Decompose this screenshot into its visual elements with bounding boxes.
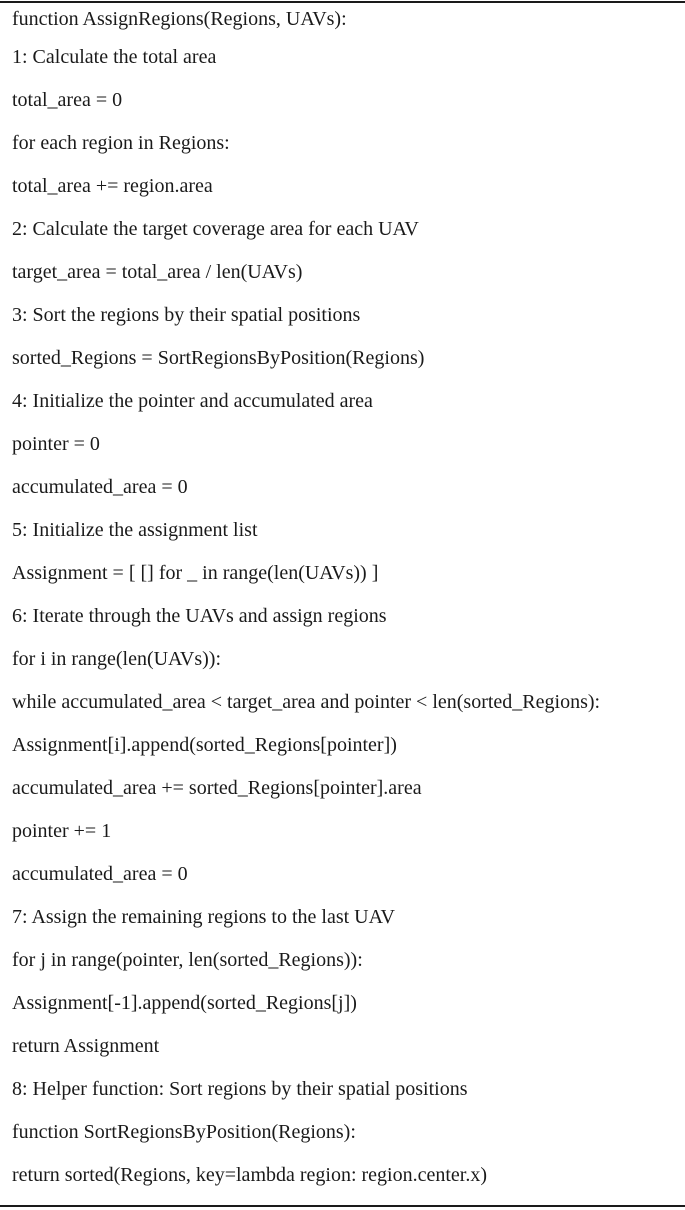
code-line: return Assignment [12,1035,160,1057]
step-comment-line: 3: Sort the regions by their spatial positions [12,304,361,326]
top-rule [0,1,685,3]
code-line: accumulated_area = 0 [12,863,188,885]
code-line: Assignment[-1].append(sorted_Regions[j]) [12,992,357,1014]
code-line: function AssignRegions(Regions, UAVs): [12,8,347,30]
code-line: function SortRegionsByPosition(Regions): [12,1121,356,1143]
step-comment-line: 7: Assign the remaining regions to the last UAV [12,906,395,928]
code-line: Assignment = [ [] for _ in range(len(UAVs)) ] [12,562,379,584]
code-line: for j in range(pointer, len(sorted_Regions)): [12,949,363,971]
code-line: for i in range(len(UAVs)): [12,648,222,670]
code-line: Assignment[i].append(sorted_Regions[pointer]) [12,734,397,756]
step-comment-line: 5: Initialize the assignment list [12,519,258,541]
code-line: pointer = 0 [12,433,100,455]
code-line: while accumulated_area < target_area and pointer < len(sorted_Regions): [12,691,601,713]
code-line: total_area += region.area [12,175,213,197]
step-comment-line: 2: Calculate the target coverage area for each UAV [12,218,419,240]
code-line: accumulated_area += sorted_Regions[pointer].area [12,777,422,799]
step-comment-line: 1: Calculate the total area [12,46,217,68]
code-line: sorted_Regions = SortRegionsByPosition(Regions) [12,347,425,369]
step-comment-line: 4: Initialize the pointer and accumulated area [12,390,373,412]
code-line: pointer += 1 [12,820,112,842]
code-line: for each region in Regions: [12,132,230,154]
step-comment-line: 8: Helper function: Sort regions by their spatial positions [12,1078,468,1100]
code-line: return sorted(Regions, key=lambda region: region.center.x) [12,1164,488,1186]
code-line: total_area = 0 [12,89,123,111]
bottom-rule [0,1205,685,1207]
code-line: accumulated_area = 0 [12,476,188,498]
code-line: target_area = total_area / len(UAVs) [12,261,303,283]
step-comment-line: 6: Iterate through the UAVs and assign regions [12,605,387,627]
